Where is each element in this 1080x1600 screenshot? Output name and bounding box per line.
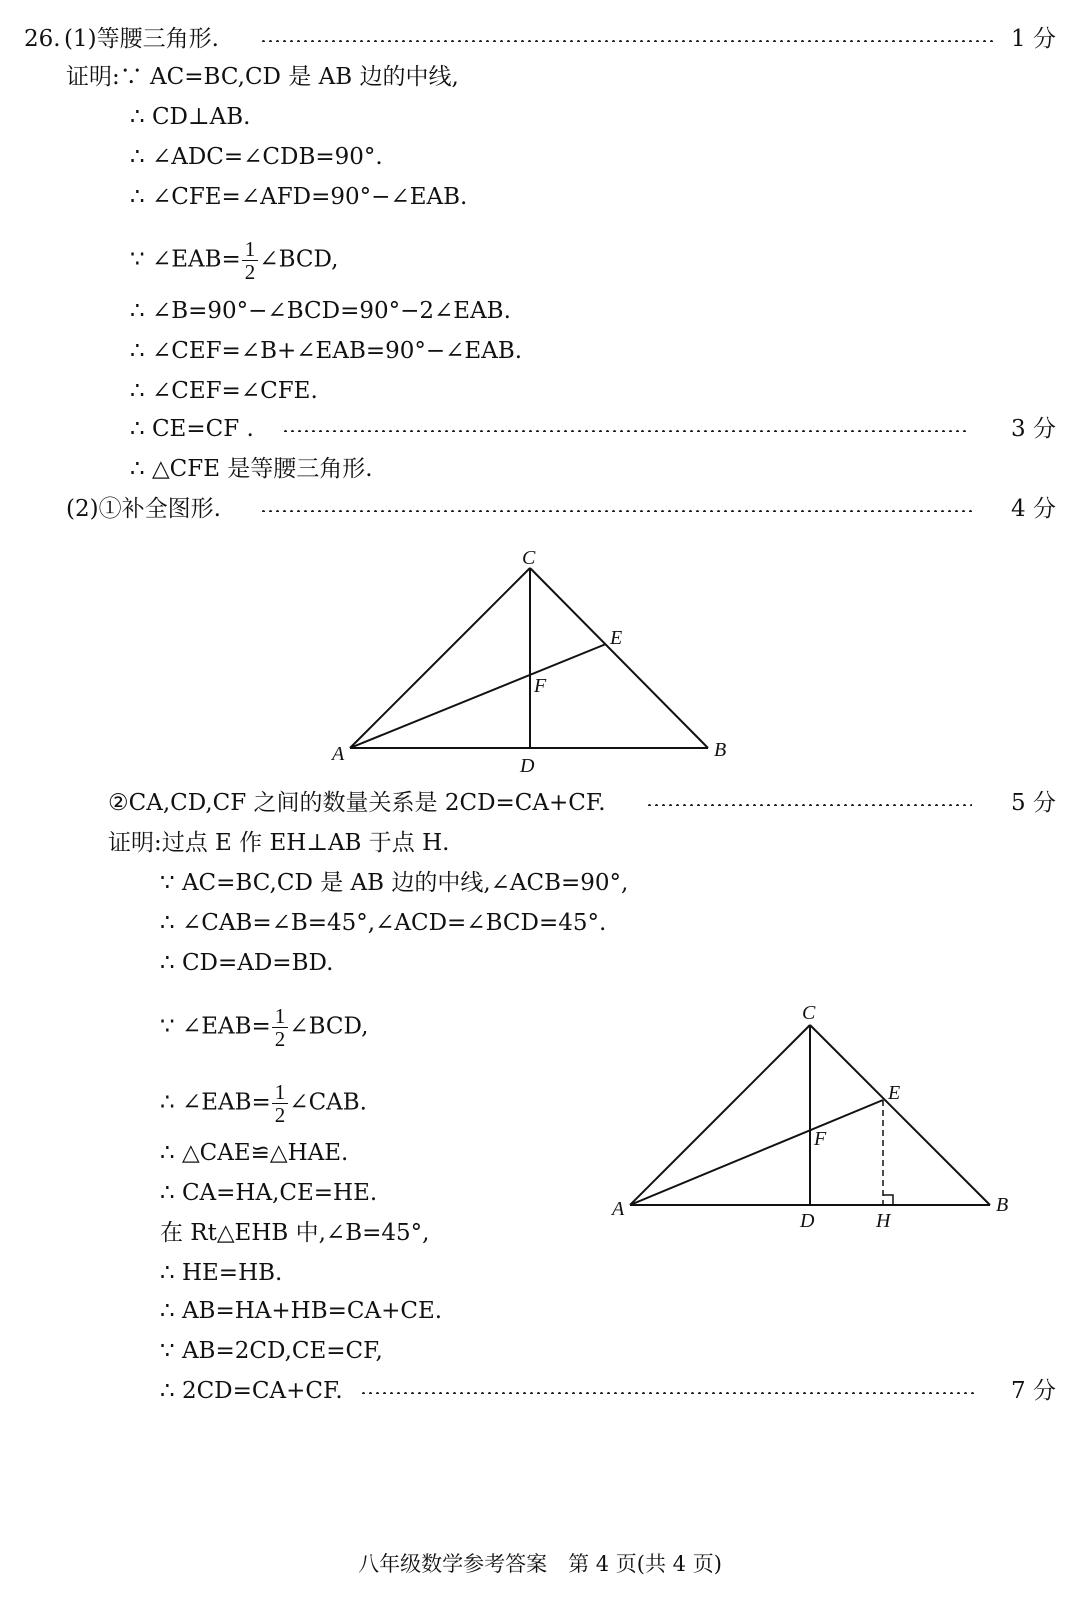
fraction-denominator: 2 — [274, 1027, 286, 1051]
conclusion: ∴ 2CD=CA+CF. — [160, 1378, 343, 1404]
segment-BC — [810, 1025, 990, 1205]
figure-2 — [600, 995, 1040, 1245]
proof-line-5-start: ∵ ∠EAB= — [130, 246, 241, 273]
proof2-line-3: ∴ ∠CAB=∠B=45°,∠ACD=∠BCD=45°. — [160, 910, 607, 936]
part2-header — [66, 494, 1080, 524]
proof-line-5-end: ∠BCD, — [259, 246, 339, 273]
fraction-denominator: 2 — [274, 1103, 286, 1127]
proof-line-3: ∴ ∠ADC=∠CDB=90°. — [130, 144, 383, 170]
label-C: C — [802, 1002, 816, 1024]
label-C: C — [522, 547, 536, 569]
proof2-line-10: ∴ HE=HB. — [160, 1260, 283, 1286]
relation-statement: ②CA,CD,CF 之间的数量关系是 2CD=CA+CF. — [108, 790, 606, 816]
label-D: D — [800, 1210, 815, 1232]
proof-line-2: ∴ CD⊥AB. — [130, 104, 251, 130]
label-A: A — [332, 743, 345, 765]
proof2-line-8: ∴ CA=HA,CE=HE. — [160, 1180, 378, 1206]
score-5: 5 分 — [1011, 790, 1056, 816]
proof2-line-6-start: ∴ ∠EAB= — [160, 1089, 271, 1116]
segment-AE — [350, 644, 606, 748]
proof2-line-12: ∵ AB=2CD,CE=CF, — [160, 1338, 383, 1364]
proof2-line-9: 在 Rt△EHB 中,∠B=45°, — [160, 1220, 430, 1246]
dot-leader — [646, 804, 972, 806]
proof2-line-11: ∴ AB=HA+HB=CA+CE. — [160, 1298, 443, 1324]
page-footer: 八年级数学参考答案 第 4 页(共 4 页) — [358, 1552, 722, 1576]
label-B: B — [714, 739, 727, 761]
label-E: E — [888, 1082, 901, 1104]
proof2-line-2: ∵ AC=BC,CD 是 AB 边的中线,∠ACB=90°, — [160, 870, 629, 896]
label-A: A — [612, 1198, 625, 1220]
dot-leader — [282, 430, 970, 432]
proof-line-6: ∴ ∠B=90°−∠BCD=90°−2∠EAB. — [130, 298, 511, 324]
proof2-line-5 — [160, 1004, 369, 1051]
fraction-numerator: 1 — [272, 1081, 289, 1104]
fraction-numerator: 1 — [242, 238, 259, 261]
label-D: D — [520, 755, 535, 777]
proof-line-1: 证明:∵ AC=BC,CD 是 AB 边的中线, — [66, 64, 459, 90]
fraction-denominator: 2 — [244, 260, 256, 284]
fraction-half — [272, 1005, 289, 1050]
part1-answer: (1)等腰三角形. — [64, 26, 219, 52]
proof2-line-13 — [160, 1376, 1080, 1406]
proof-line-5 — [130, 237, 339, 284]
label-B: B — [996, 1194, 1009, 1216]
dot-leader — [260, 510, 972, 512]
score-3: 3 分 — [1011, 416, 1056, 442]
proof2-line-6 — [160, 1080, 367, 1127]
segment-AC — [350, 568, 530, 748]
proof2-line-4: ∴ CD=AD=BD. — [160, 950, 334, 976]
score-7: 7 分 — [1011, 1378, 1056, 1404]
label-F: F — [534, 675, 547, 697]
fraction-half — [272, 1081, 289, 1126]
right-angle-mark — [883, 1195, 893, 1205]
segment-AE — [630, 1100, 883, 1205]
segment-BC — [530, 568, 708, 748]
part2-sub2 — [108, 788, 1080, 818]
proof-line-7: ∴ ∠CEF=∠B+∠EAB=90°−∠EAB. — [130, 338, 523, 364]
question-number: 26. — [24, 26, 61, 52]
proof2-line-5-start: ∵ ∠EAB= — [160, 1013, 271, 1040]
q26-header — [24, 24, 1080, 54]
part2-label: (2)①补全图形. — [66, 496, 221, 522]
proof2-line-7: ∴ △CAE≌△HAE. — [160, 1140, 349, 1166]
proof-line-9 — [130, 414, 1080, 444]
fraction-numerator: 1 — [272, 1005, 289, 1028]
score-1: 1 分 — [1011, 26, 1056, 52]
figure-1 — [320, 540, 760, 780]
proof-line-8: ∴ ∠CEF=∠CFE. — [130, 378, 318, 404]
proof2-line-5-end: ∠BCD, — [289, 1013, 369, 1040]
dot-leader — [260, 40, 996, 42]
label-H: H — [876, 1210, 891, 1232]
dot-leader — [360, 1392, 976, 1394]
proof2-line-1: 证明:过点 E 作 EH⊥AB 于点 H. — [108, 830, 450, 856]
score-4: 4 分 — [1011, 496, 1056, 522]
segment-AC — [630, 1025, 810, 1205]
label-E: E — [610, 627, 623, 649]
proof-line-10: ∴ △CFE 是等腰三角形. — [130, 456, 373, 482]
fraction-half — [242, 238, 259, 283]
proof-line-9-text: ∴ CE=CF . — [130, 416, 254, 442]
proof2-line-6-end: ∠CAB. — [289, 1089, 367, 1116]
proof-line-4: ∴ ∠CFE=∠AFD=90°−∠EAB. — [130, 184, 468, 210]
label-F: F — [814, 1128, 827, 1150]
